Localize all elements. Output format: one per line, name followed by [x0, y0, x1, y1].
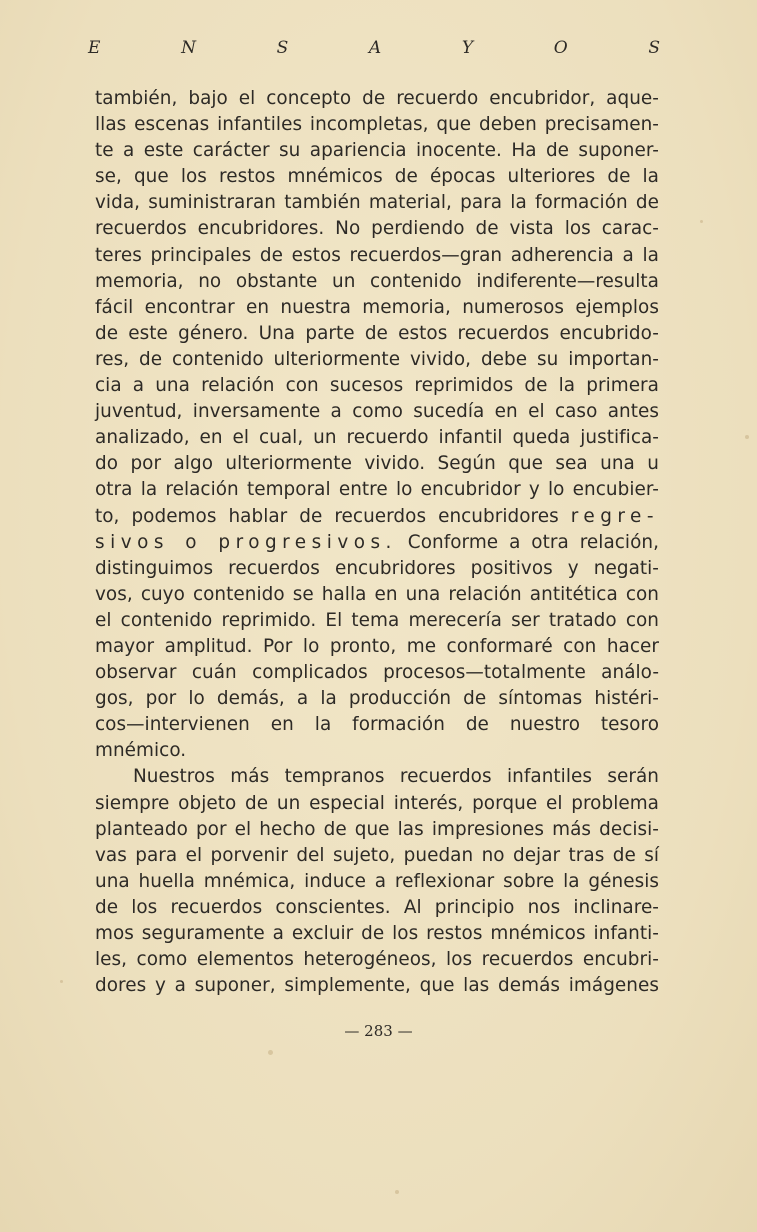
text-line: do por algo ulteriormente vivido. Según que sea una u [95, 453, 659, 475]
text-line: el contenido reprimido. El tema merecería ser tratado con [95, 609, 659, 631]
paper-fleck [60, 980, 63, 983]
text-line: cos—intervienen en la formación de nuestro tesoro [95, 714, 659, 736]
text-line: te a este carácter su apariencia inocente. Ha de suponer- [95, 140, 659, 162]
spaced-emphasis: regre- [570, 505, 659, 527]
paragraph-2 [95, 764, 659, 999]
text-fragment: Conforme a otra relación, [396, 531, 659, 553]
paper-fleck [700, 220, 703, 223]
text-line: vida, suministraran también material, para la formación de [95, 192, 659, 214]
header-letter: A [368, 38, 382, 58]
paper-fleck [268, 1050, 273, 1055]
text-line: mos seguramente a excluir de los restos mnémicos infanti- [95, 923, 659, 944]
text-line: planteado por el hecho de que las impresiones más decisi- [95, 818, 659, 840]
header-letter: S [648, 38, 660, 58]
text-line: analizado, en el cual, un recuerdo infantil queda justifica- [95, 427, 659, 449]
paper-fleck [745, 435, 749, 439]
text-line: juventud, inversamente a como sucedía en el caso antes [95, 401, 659, 423]
text-line: también, bajo el concepto de recuerdo encubridor, aque- [95, 88, 659, 109]
text-line: cia a una relación con sucesos reprimidos de la primera [95, 375, 659, 397]
text-line: recuerdos encubridores. No perdiendo de vista los carac- [95, 218, 659, 240]
text-line: de este género. Una parte de estos recuerdos encubrido- [95, 322, 659, 344]
text-line: dores y a suponer, simplemente, que las demás imágenes [95, 975, 659, 997]
header-letter: Y [461, 38, 474, 58]
text-line [95, 530, 659, 556]
text-line: de los recuerdos conscientes. Al principio nos inclinare- [95, 896, 659, 918]
text-line: Nuestros más tempranos recuerdos infantiles serán [133, 766, 659, 788]
text-line: res, de contenido ulteriormente vivido, debe su importan- [95, 348, 659, 370]
paper-fleck [395, 1190, 399, 1194]
text-line: se, que los restos mnémicos de épocas ulteriores de la [95, 166, 659, 188]
page-number: — 283 — [344, 1022, 413, 1040]
text-line: vas para el porvenir del sujeto, puedan no dejar tras de sí [95, 844, 659, 866]
text-line: mnémico. [95, 740, 187, 762]
text-fragment: to, podemos hablar de recuerdos encubridores [95, 505, 571, 527]
running-header [88, 38, 660, 64]
text-line: una huella mnémica, induce a reflexionar sobre la génesis [95, 870, 659, 892]
text-line: teres principales de estos recuerdos—gran adherencia a la [95, 244, 659, 266]
header-letter: O [553, 38, 568, 58]
header-letter: N [181, 38, 196, 58]
text-line: otra la relación temporal entre lo encubridor y lo encubier- [95, 479, 659, 501]
text-line: fácil encontrar en nuestra memoria, numerosos ejemplos [95, 296, 659, 318]
spaced-emphasis: sivos o progresivos. [95, 531, 397, 553]
text-line: les, como elementos heterogéneos, los recuerdos encubri- [95, 949, 659, 971]
header-letter: S [276, 38, 289, 58]
text-line: siempre objeto de un especial interés, porque el problema [95, 792, 659, 814]
body-text [95, 86, 659, 999]
text-line [95, 504, 659, 530]
paragraph-1 [95, 86, 659, 764]
text-line: observar cuán complicados procesos—totalmente análo- [95, 662, 659, 684]
header-letter: E [88, 38, 101, 58]
text-line: llas escenas infantiles incompletas, que deben precisamen- [95, 114, 659, 136]
text-line: distinguimos recuerdos encubridores positivos y negati- [95, 557, 659, 579]
text-line: mayor amplitud. Por lo pronto, me conformaré con hacer [95, 635, 659, 657]
text-line: memoria, no obstante un contenido indiferente—resulta [95, 270, 659, 292]
text-line: gos, por lo demás, a la producción de síntomas histéri- [95, 688, 659, 710]
text-line: vos, cuyo contenido se halla en una relación antitética con [95, 583, 659, 605]
